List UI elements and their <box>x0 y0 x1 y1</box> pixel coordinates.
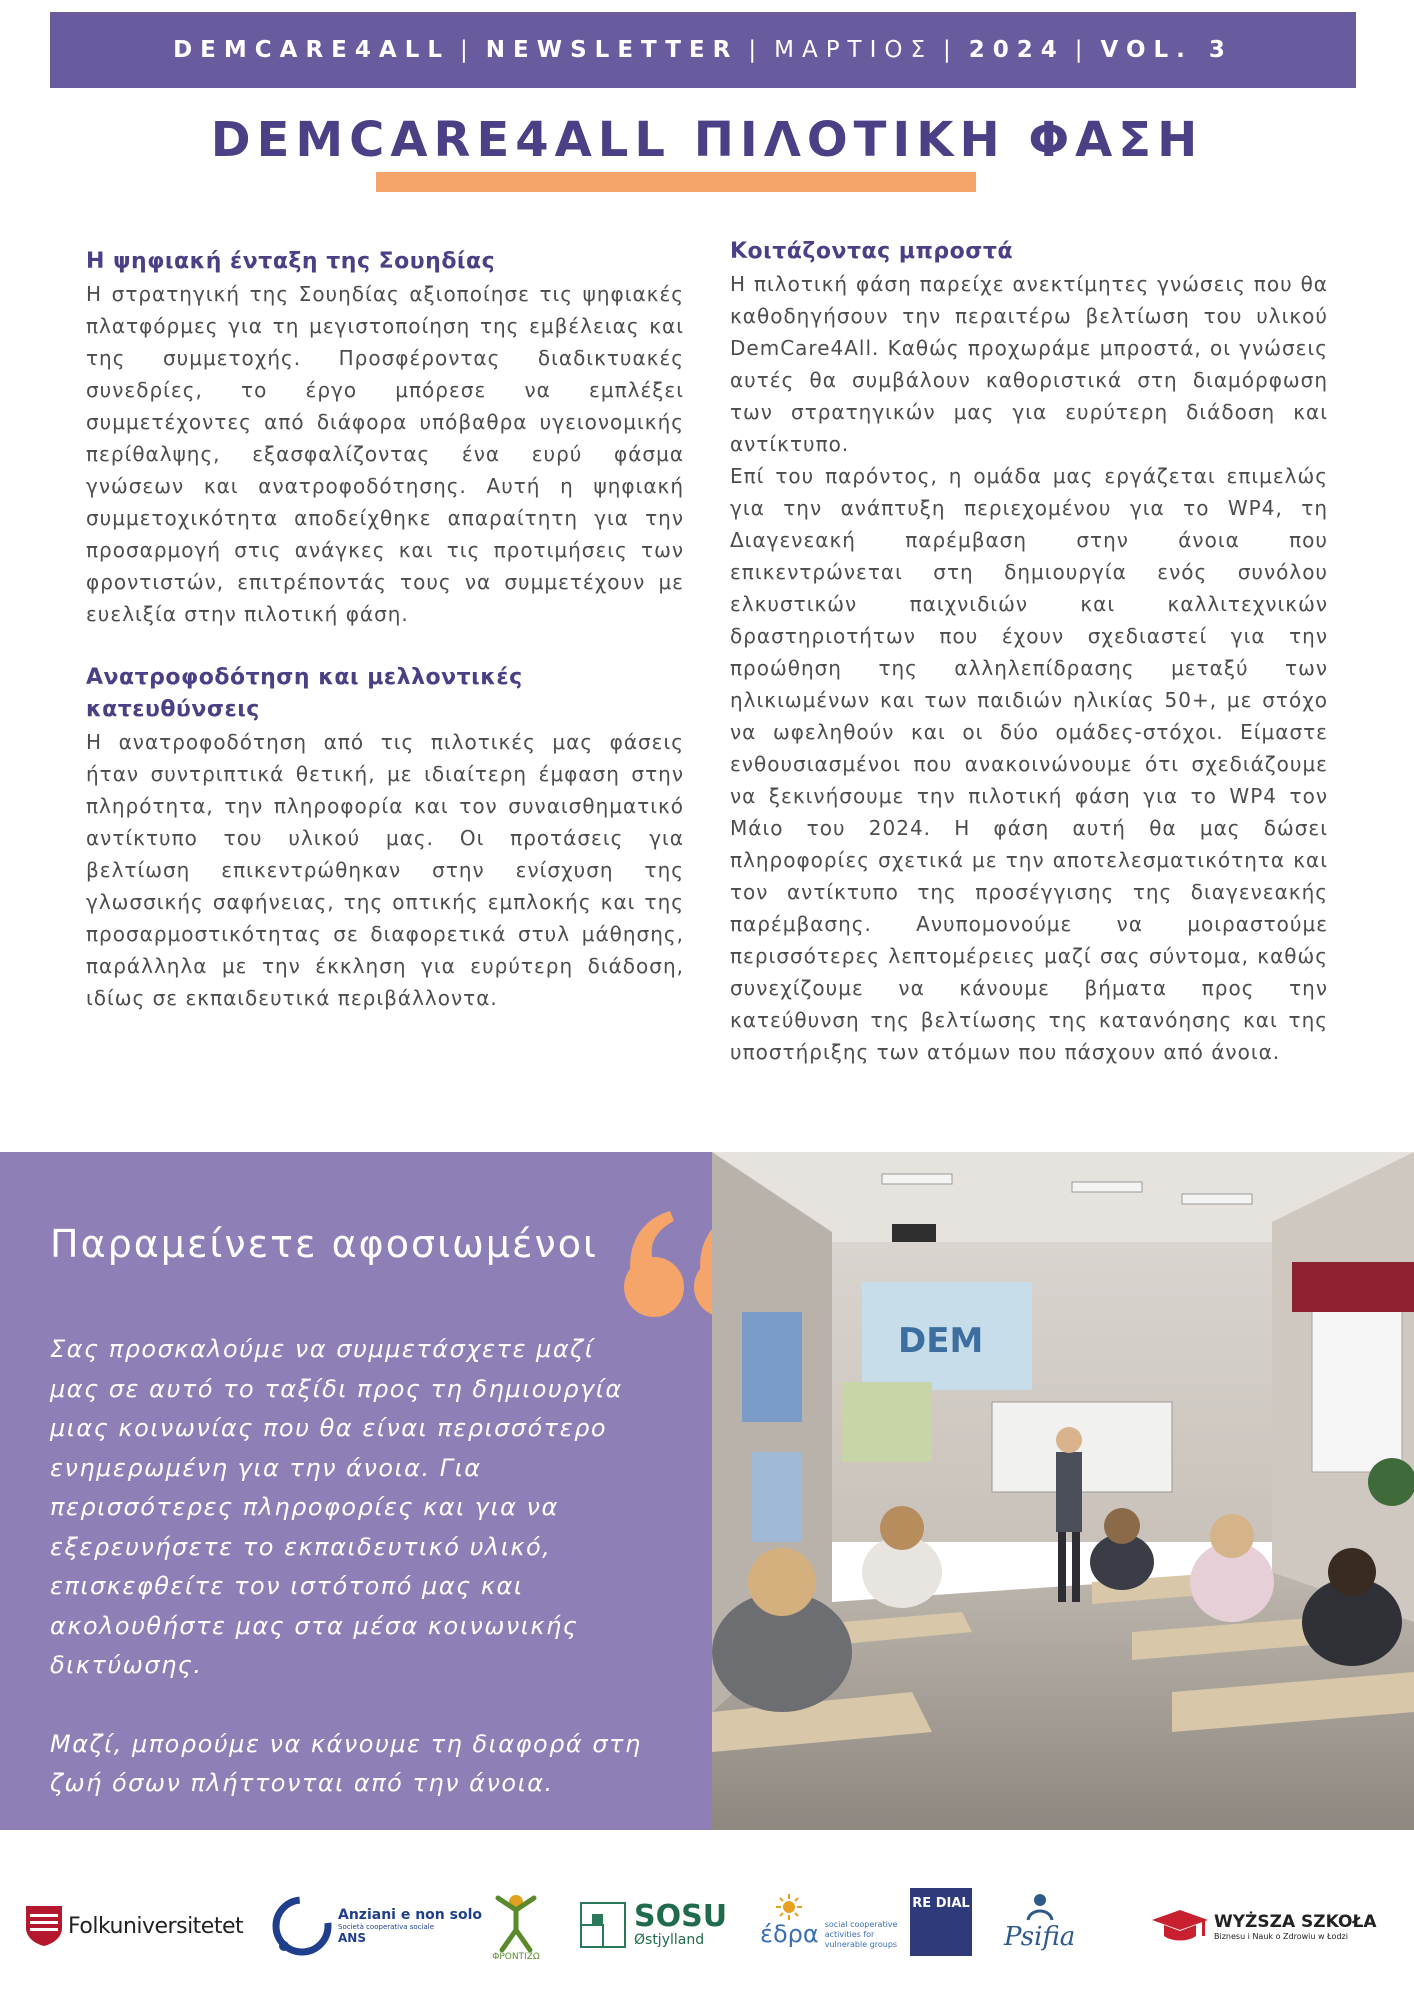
title-underline <box>376 172 976 192</box>
logo-edra-sub-1: social cooperative <box>824 1920 898 1929</box>
banner-separator: | <box>460 37 476 63</box>
banner-project: DEMCARE4ALL <box>173 37 451 63</box>
sosu-square-icon <box>580 1902 626 1948</box>
banner-year: 2024 <box>968 37 1065 63</box>
folkuniversitetet-shield-icon <box>26 1906 62 1946</box>
section-text-digital-inclusion: Η στρατηγική της Σουηδίας αξιοποίησε τις ψηφιακές πλατφόρμες για τη μεγιστοποίηση της εμβέλειας και της συμμετοχής. Προσφέροντας διαδικτυακές συνεδρίες, το έργο μπόρεσε να εμπλέξει συμμετέχοντες από διάφορα υπόβαθρα υγειονομικής περίθαλψης, εξασφαλίζοντας ένα ευρύ φάσμα γνώσεων και ανατροφοδότησης. Αυτή η ψηφιακή συμμετοχικότητα αποδείχθηκε απαραίτητη για την προσαρμογή στις ανάγκες και τις προτιμήσεις των φροντιστών, επιτρέποντάς τους να συμμετέχουν με ευελιξία στην πιλοτική φάση. <box>86 282 684 626</box>
left-column <box>86 246 684 1014</box>
edra-sun-icon <box>776 1894 802 1920</box>
newsletter-banner <box>50 12 1356 88</box>
logo-wyzsza-szkola <box>1152 1906 1377 1946</box>
logo-anziani-abbr: ANS <box>338 1931 366 1945</box>
logo-psifia <box>1004 1892 1075 1952</box>
classroom-photo <box>712 1152 1414 1830</box>
section-text-feedback: Η ανατροφοδότηση από τις πιλοτικές μας φάσεις ήταν συντριπτικά θετική, με ιδιαίτερη έμφαση στην πληρότητα, την πληροφορία και τον συναισθηματικό αντίκτυπο του υλικού μας. Οι προτάσεις για βελτίωση επικεντρώθηκαν στην ενίσχυση της γλωσσικής σαφήνειας, της οπτικής εμπλοκής και της προσαρμοστικότητας σε διαφορετικά στυλ μάθησης, παράλληλα με την έκκληση για ευρύτερη διάδοση, ιδίως σε εκπαιδευτικά περιβάλλοντα. <box>86 730 684 1010</box>
section-heading-digital-inclusion: Η ψηφιακή ένταξη της Σουηδίας <box>86 249 496 274</box>
psifia-figure-icon <box>1020 1892 1060 1922</box>
logo-sosu-main: SOSU <box>634 1899 728 1934</box>
banner-month: ΜΑΡΤΙΟΣ <box>774 37 934 63</box>
page-title: DEMCARE4ALL ΠΙΛΟΤΙΚΗ ΦΑΣΗ <box>210 112 1204 168</box>
graduation-cap-icon <box>1152 1906 1208 1946</box>
logo-edra-sub-2: activities for <box>824 1930 875 1939</box>
logo-sosu-sub: Østjylland <box>634 1932 705 1948</box>
stay-engaged-paragraph-1: Σας προσκαλούμε να συμμετάσχετε μαζί μας σε αυτό το ταξίδι προς τη δημιουργία μιας κοινωνίας που θα είναι περισσότερο ενημερωμένη για την άνοια. Για περισσότερες πληροφορίες και για να εξερευνήσετε το εκπαιδευτικό υλικό, επισκεφθείτε τον ιστότοπό μας και ακολουθήστε μας στα μέσα κοινωνικής δικτύωσης. <box>50 1335 623 1679</box>
logo-anziani-sub: Società cooperativa sociale <box>338 1923 435 1931</box>
section-text-looking-ahead-2: Επί του παρόντος, η ομάδα μας εργάζεται επιμελώς για την ανάπτυξη περιεχομένου για το WP4, τη Διαγενεακή παρέμβαση στην άνοια που επικεντρώνεται στη δημιουργία ενός συνόλου ελκυστικών παιχνιδιών και καλλιτεχνικών δραστηριοτήτων που έχουν σχεδιαστεί για την προώθηση της αλληλεπίδρασης μεταξύ των ηλικιωμένων και των παιδιών ηλικίας 50+, με στόχο να ωφεληθούν και οι δύο ομάδες-στόχοι. Είμαστε ενθουσιασμένοι που ανακοινώνουμε ότι σχεδιάζουμε να ξεκινήσουμε την πιλοτική φάση για το WP4 τον Μάιο του 2024. Η φάση αυτή θα μας δώσει πληροφορίες σχετικά με την αποτελεσματικότητα και τον αντίκτυπο της προσέγγισης της διαγενεακής παρέμβασης. Ανυπομονούμε να μοιραστούμε περισσότερες λεπτομέρειες μαζί σας σύντομα, καθώς συνεχίζουμε να κάνουμε βήματα προς την κατεύθυνση της βελτίωσης της κατανόησης και της υποστήριξης των ατόμων που πάσχουν από άνοια. <box>730 464 1328 1064</box>
stay-engaged-text <box>50 1330 650 1804</box>
logo-sosu <box>580 1899 728 1948</box>
section-text-looking-ahead-1: Η πιλοτική φάση παρείχε ανεκτίμητες γνώσεις που θα καθοδηγήσουν την περαιτέρω βελτίωση του υλικού DemCare4All. Καθώς προχωράμε μπροστά, οι γνώσεις αυτές θα συμβάλουν καθοριστικά στη διαμόρφωση των στρατηγικών μας για ευρύτερη διάδοση και αντίκτυπο. <box>730 272 1328 456</box>
logo-folkuniversitetet-text: Folkuniversitetet <box>68 1913 244 1939</box>
logo-frontizo <box>486 1890 546 1962</box>
screen-logo-text: DEM <box>898 1321 984 1361</box>
banner-separator: | <box>748 37 765 63</box>
logo-wyzsza-sub: Biznesu i Nauk o Zdrowiu w Łodzi <box>1214 1931 1348 1941</box>
section-heading-feedback: Ανατροφοδότηση και μελλοντικές κατευθύνσεις <box>86 665 523 722</box>
partner-logos <box>0 1880 1414 1990</box>
banner-separator: | <box>943 37 959 63</box>
logo-frontizo-text: ΦΡΟΝΤΙΖΩ <box>492 1952 540 1962</box>
stay-engaged-title: Παραμείνετε αφοσιωμένοι <box>50 1222 598 1266</box>
logo-psifia-text: Psifia <box>1004 1922 1076 1952</box>
logo-redial <box>910 1888 972 1956</box>
banner-newsletter: NEWSLETTER <box>485 37 739 63</box>
logo-wyzsza-main: WYŻSZA SZKOŁA <box>1214 1911 1377 1932</box>
banner-separator: | <box>1074 37 1091 63</box>
frontizo-figure-icon <box>486 1890 546 1952</box>
section-heading-looking-ahead: Κοιτάζοντας μπροστά <box>730 239 1014 264</box>
anziani-ring-icon <box>270 1894 334 1958</box>
logo-anziani-main: Anziani e non solo <box>338 1907 482 1923</box>
logo-edra <box>760 1892 897 1950</box>
banner-volume: VOL. 3 <box>1100 37 1233 63</box>
logo-edra-sub-3: vulnerable groups <box>824 1940 898 1949</box>
logo-folkuniversitetet <box>26 1906 243 1946</box>
logo-redial-text: RE DIAL <box>912 1896 970 1911</box>
stay-engaged-paragraph-2: Μαζί, μπορούμε να κάνουμε τη διαφορά στη ζωή όσων πλήττονται από την άνοια. <box>50 1729 642 1797</box>
logo-anziani <box>270 1894 482 1958</box>
right-column <box>730 236 1328 1068</box>
logo-edra-text: έδρα <box>760 1920 819 1948</box>
